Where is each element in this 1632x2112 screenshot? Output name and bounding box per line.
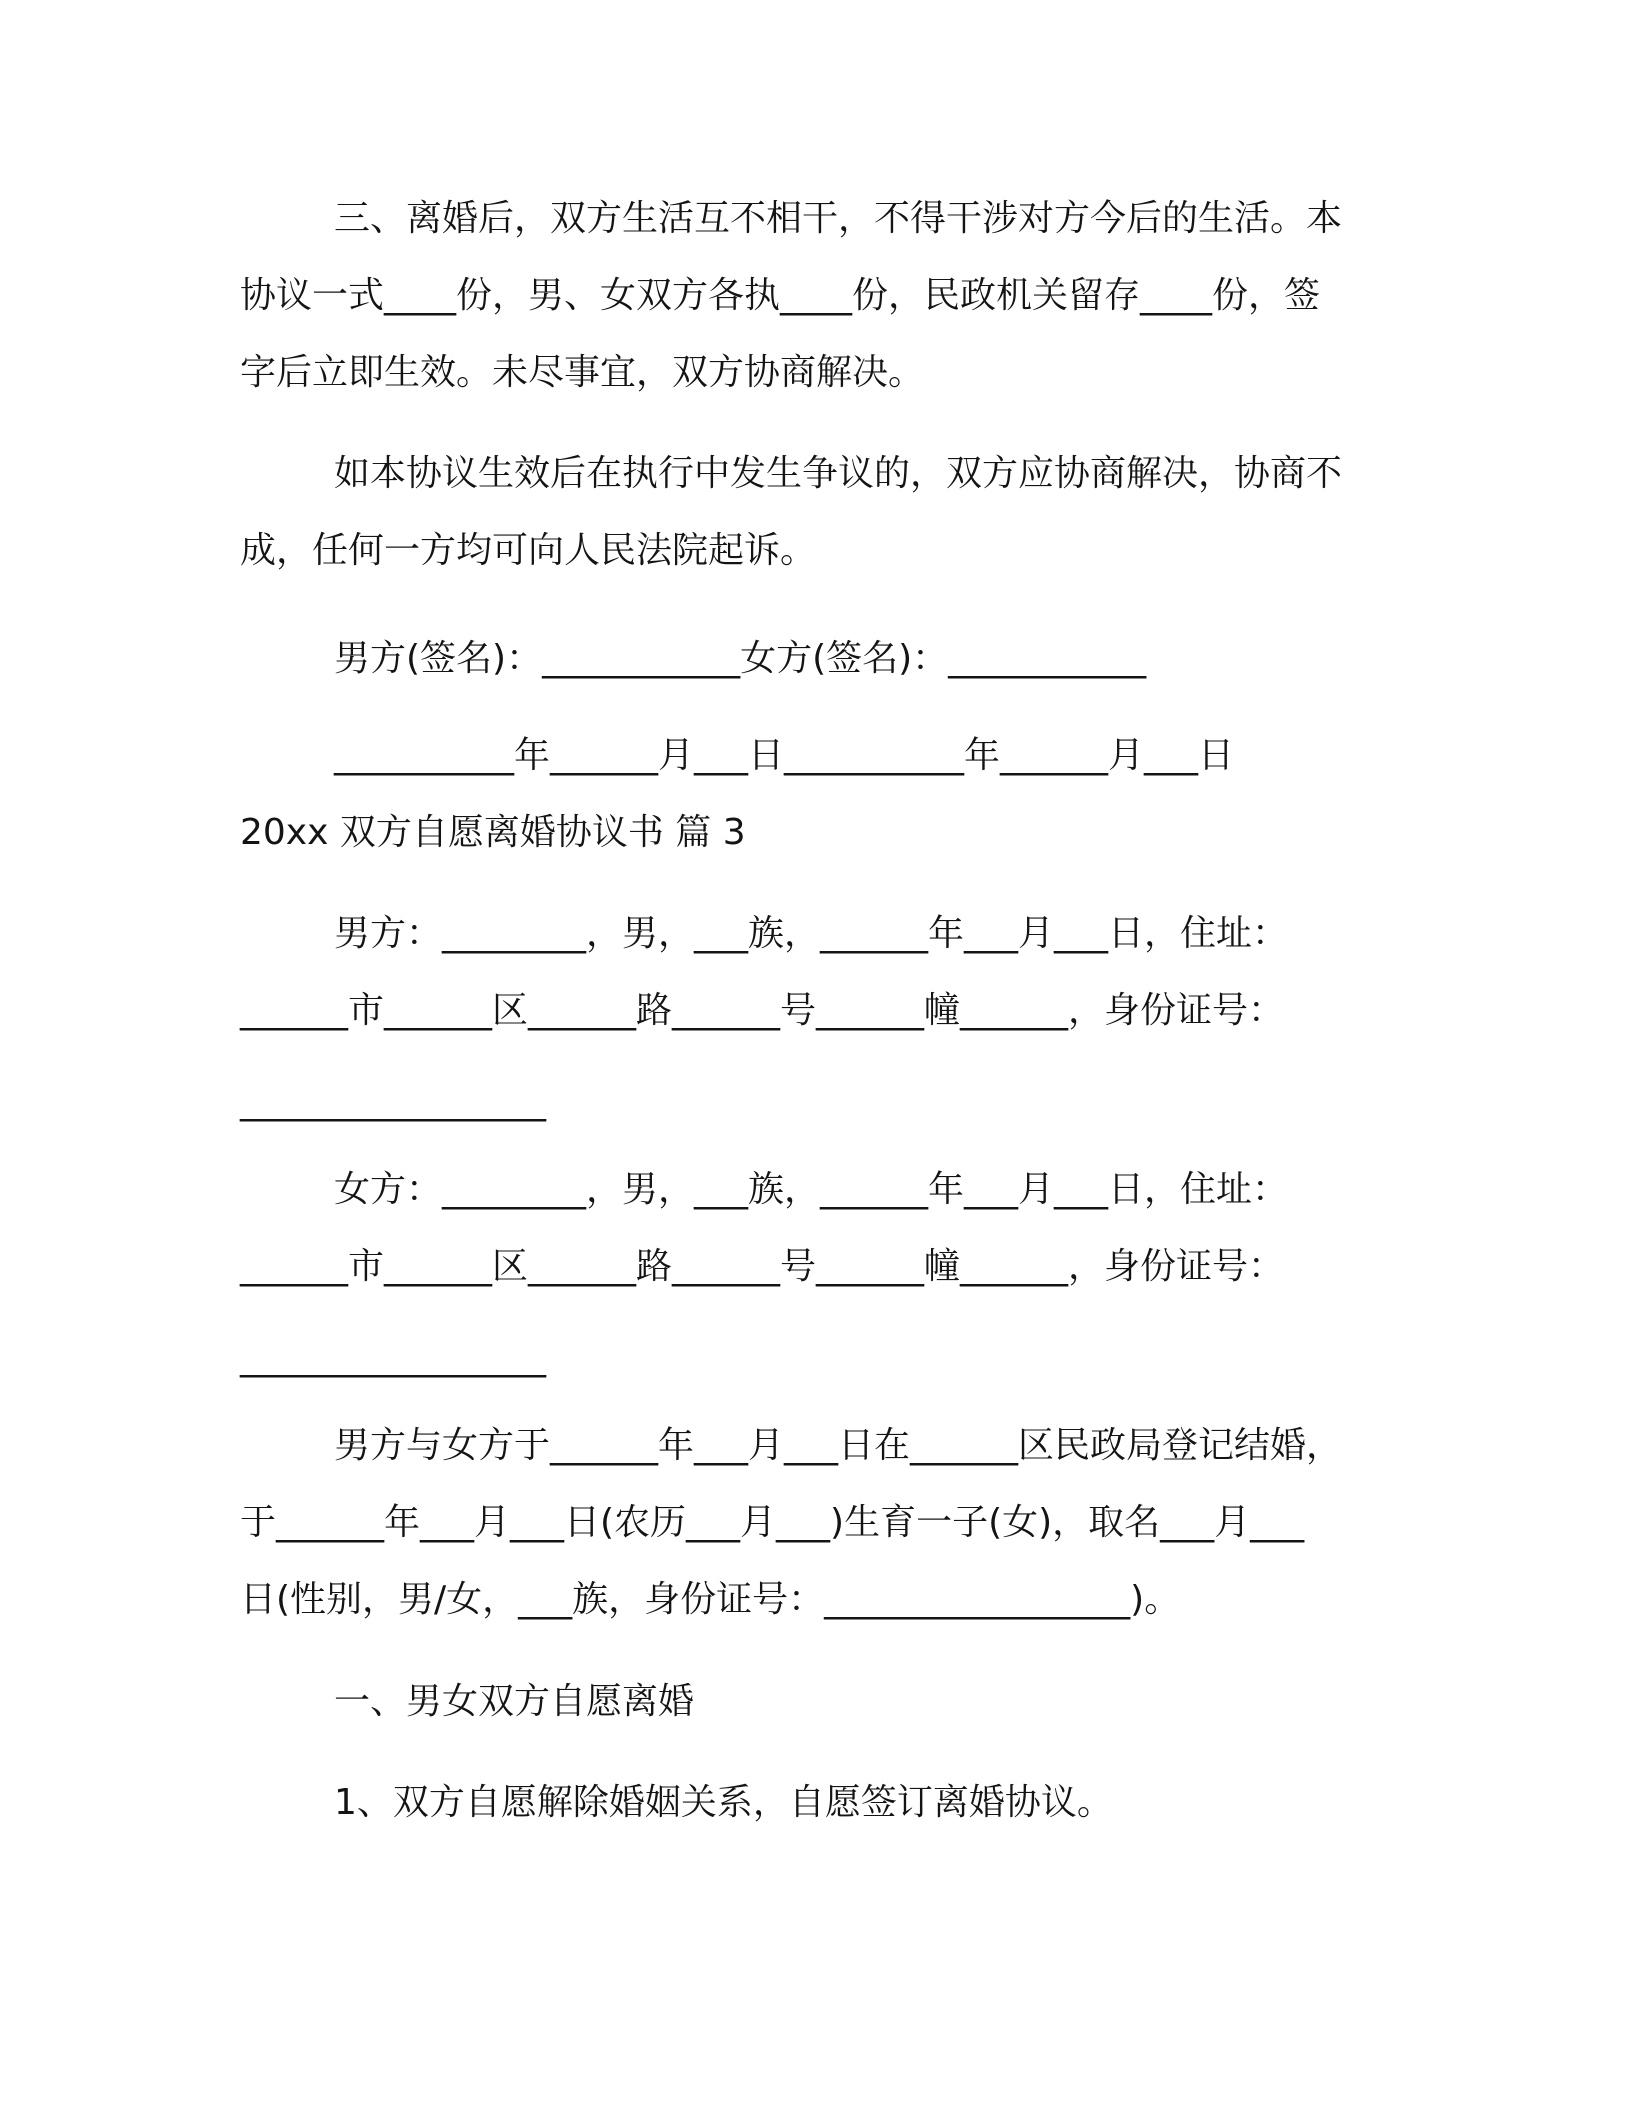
marriage-line2: 于______年___月___日(农历___月___)生育一子(女)，取名___月___ [240,1502,1305,1543]
marriage-line3: 日(性别，男/女，___族，身份证号：_________________)。 [240,1579,1181,1620]
paragraph-three-line3: 字后立即生效。未尽事宜，双方协商解决。 [240,352,925,393]
date-line: __________年______月___日__________年______月___日 [334,735,1234,776]
clause-one-heading: 一、男女双方自愿离婚 [334,1681,695,1722]
clause-one-item1: 1、双方自愿解除婚姻关系，自愿签订离婚协议。 [334,1782,1113,1823]
marriage-line1: 男方与女方于______年___月___日在______区民政局登记结婚， [334,1425,1343,1466]
section-title: 20xx 双方自愿离婚协议书 篇 3 [240,812,746,853]
dispute-line1: 如本协议生效后在执行中发生争议的，双方应协商解决，协商不 [334,453,1343,494]
woman-info-line1: 女方：________，男，___族，______年___月___日，住址： [334,1169,1289,1210]
dispute-line2: 成，任何一方均可向人民法院起诉。 [240,530,817,571]
woman-info-line2: ______市______区______路______号______幢______，身份证号： [240,1246,1285,1287]
woman-id-blank: _________________ [240,1337,546,1378]
paragraph-three-line1: 三、离婚后，双方生活互不相干，不得干涉对方今后的生活。本 [334,198,1343,239]
man-info-line1: 男方：________，男，___族，______年___月___日，住址： [334,913,1289,954]
man-id-blank: _________________ [240,1081,546,1122]
signature-line: 男方(签名)：___________女方(签名)：___________ [334,638,1147,679]
man-info-line2: ______市______区______路______号______幢______，身份证号： [240,990,1285,1031]
paragraph-three-line2: 协议一式____份，男、女双方各执____份，民政机关留存____份，签 [240,275,1321,316]
